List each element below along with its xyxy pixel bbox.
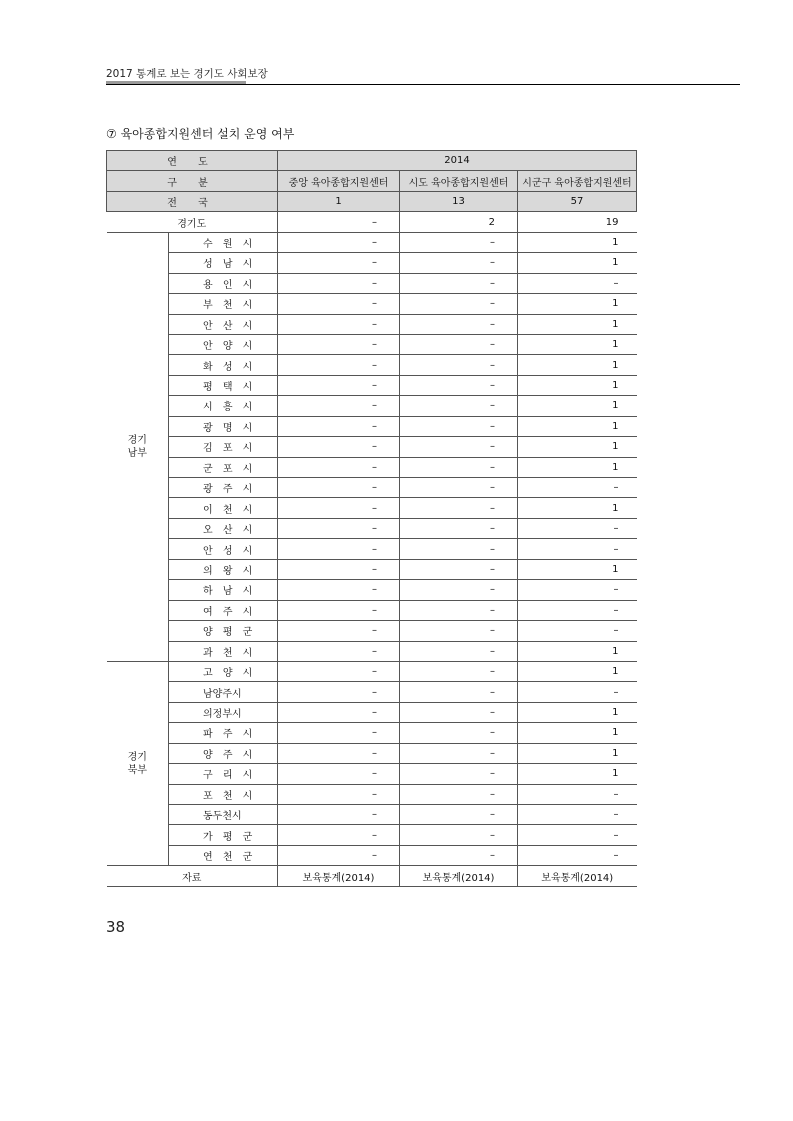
cell-value: – [400,498,518,518]
section-title: ⑦ 육아종합지원센터 설치 운영 여부 [106,127,295,141]
cell-value: – [278,437,400,457]
table-row [107,784,637,804]
city-name: 양 평 군 [169,621,278,641]
table-row [107,457,637,477]
table-row [107,334,637,354]
cell-value: 1 [518,416,637,436]
cell-value: – [518,805,637,825]
cell-value: – [278,539,400,559]
city-name: 화 성 시 [169,355,278,375]
cell-value: – [518,825,637,845]
cell-value: 1 [518,253,637,273]
city-name: 수 원 시 [169,232,278,252]
cell-value: – [518,273,637,293]
year-value: 2014 [278,151,637,171]
city-name: 의정부시 [169,702,278,722]
table-row [107,478,637,498]
cell-value: – [278,682,400,702]
cell-value: – [278,743,400,763]
cell-value: – [400,253,518,273]
table-row [107,682,637,702]
cell-value: 1 [518,294,637,314]
city-name: 고 양 시 [169,661,278,681]
table-row [107,355,637,375]
cell-value: – [400,845,518,865]
table-row [107,314,637,334]
cell-value: – [400,621,518,641]
table-row [107,273,637,293]
cell-value: – [400,805,518,825]
source-value: 보육통계(2014) [278,866,400,887]
city-name: 이 천 시 [169,498,278,518]
table-row [107,294,637,314]
cell-value: – [400,416,518,436]
cell-value: – [518,845,637,865]
table-row [107,805,637,825]
cell-value: 1 [518,743,637,763]
table-row [107,539,637,559]
cell-value: – [278,723,400,743]
cell-value: – [278,294,400,314]
header-rule [106,84,740,85]
city-name: 안 양 시 [169,334,278,354]
city-name: 연 천 군 [169,845,278,865]
table-row [107,641,637,661]
cell-value: – [400,478,518,498]
cell-value: – [400,641,518,661]
cell-value: 1 [518,702,637,722]
city-name: 시 흥 시 [169,396,278,416]
province-row [107,212,637,232]
national-province: 13 [400,191,518,211]
cell-value: – [278,457,400,477]
cell-value: – [278,825,400,845]
cell-value: 1 [518,498,637,518]
cell-value: 1 [518,723,637,743]
table-row [107,375,637,395]
table-row [107,764,637,784]
table-row [107,661,637,681]
cell-value: – [278,518,400,538]
city-name: 안 산 시 [169,314,278,334]
cell-value: – [278,478,400,498]
cell-value: – [400,355,518,375]
city-name: 하 남 시 [169,580,278,600]
table-row [107,600,637,620]
cell-value: – [278,805,400,825]
province-province: 2 [400,212,518,232]
cell-value: – [400,518,518,538]
cell-value: – [278,498,400,518]
cell-value: – [400,580,518,600]
cell-value: – [400,273,518,293]
source-label: 자료 [107,866,278,887]
cell-value: – [278,253,400,273]
cell-value: – [278,580,400,600]
city-name: 파 주 시 [169,723,278,743]
header-row-category [107,171,637,191]
cell-value: 1 [518,559,637,579]
cell-value: – [400,661,518,681]
city-name: 김 포 시 [169,437,278,457]
cell-value: – [278,396,400,416]
cell-value: – [278,702,400,722]
cell-value: – [400,702,518,722]
province-label: 경기도 [107,212,278,232]
cell-value: 1 [518,314,637,334]
cell-value: – [518,539,637,559]
cell-value: – [518,784,637,804]
province-central: – [278,212,400,232]
cell-value: 1 [518,764,637,784]
cell-value: – [400,457,518,477]
childcare-center-table [106,150,637,887]
city-name: 성 남 시 [169,253,278,273]
cell-value: – [400,375,518,395]
cell-value: – [400,825,518,845]
table-row [107,253,637,273]
cell-value: – [400,784,518,804]
city-name: 용 인 시 [169,273,278,293]
table-row [107,518,637,538]
cell-value: 1 [518,661,637,681]
city-name: 동두천시 [169,805,278,825]
table-row [107,743,637,763]
city-name: 과 천 시 [169,641,278,661]
table-row [107,723,637,743]
city-name: 구 리 시 [169,764,278,784]
source-value: 보육통계(2014) [400,866,518,887]
table-row [107,416,637,436]
source-row [107,866,637,887]
city-name: 여 주 시 [169,600,278,620]
header-row-year [107,151,637,171]
table-row [107,232,637,252]
cell-value: – [518,621,637,641]
table-row [107,437,637,457]
cell-value: – [400,723,518,743]
cell-value: – [400,600,518,620]
national-city: 57 [518,191,637,211]
table-row [107,621,637,641]
city-name: 안 성 시 [169,539,278,559]
city-name: 광 주 시 [169,478,278,498]
cell-value: – [400,232,518,252]
city-name: 광 명 시 [169,416,278,436]
cell-value: 1 [518,375,637,395]
cell-value: – [400,559,518,579]
cell-value: – [518,682,637,702]
cell-value: 1 [518,232,637,252]
table-row [107,845,637,865]
column-header-city: 시군구 육아종합지원센터 [518,171,637,191]
national-label: 전 국 [107,191,278,211]
table-row [107,825,637,845]
city-name: 양 주 시 [169,743,278,763]
cell-value: – [400,764,518,784]
table-row [107,396,637,416]
cell-value: 1 [518,334,637,354]
cell-value: – [278,375,400,395]
city-name: 포 천 시 [169,784,278,804]
cell-value: – [518,518,637,538]
column-header-province: 시도 육아종합지원센터 [400,171,518,191]
cell-value: 1 [518,457,637,477]
region-label: 경기 북부 [107,661,169,865]
city-name: 의 왕 시 [169,559,278,579]
cell-value: – [400,682,518,702]
cell-value: – [400,294,518,314]
cell-value: 1 [518,437,637,457]
province-city: 19 [518,212,637,232]
table-row [107,580,637,600]
cell-value: – [400,437,518,457]
cell-value: – [278,416,400,436]
cell-value: – [278,641,400,661]
running-header: 2017 통계로 보는 경기도 사회보장 [106,68,268,80]
cell-value: – [278,600,400,620]
table-row [107,559,637,579]
cell-value: – [278,559,400,579]
page-number: 38 [106,918,126,936]
city-name: 오 산 시 [169,518,278,538]
cell-value: – [400,539,518,559]
cell-value: – [400,396,518,416]
cell-value: 1 [518,641,637,661]
cell-value: – [278,764,400,784]
year-label: 연 도 [107,151,278,171]
national-row [107,191,637,211]
cell-value: – [518,600,637,620]
cell-value: – [278,784,400,804]
cell-value: – [400,334,518,354]
cell-value: – [278,355,400,375]
cell-value: – [400,743,518,763]
source-value: 보육통계(2014) [518,866,637,887]
category-label: 구 분 [107,171,278,191]
cell-value: – [278,273,400,293]
national-central: 1 [278,191,400,211]
cell-value: – [278,232,400,252]
city-name: 남양주시 [169,682,278,702]
cell-value: 1 [518,355,637,375]
column-header-central: 중앙 육아종합지원센터 [278,171,400,191]
table-row [107,498,637,518]
cell-value: 1 [518,396,637,416]
cell-value: – [278,334,400,354]
cell-value: – [518,478,637,498]
city-name: 군 포 시 [169,457,278,477]
city-name: 부 천 시 [169,294,278,314]
cell-value: – [278,661,400,681]
cell-value: – [518,580,637,600]
cell-value: – [278,621,400,641]
cell-value: – [278,314,400,334]
cell-value: – [400,314,518,334]
cell-value: – [278,845,400,865]
city-name: 가 평 군 [169,825,278,845]
region-label: 경기 남부 [107,232,169,661]
table-row [107,702,637,722]
city-name: 평 택 시 [169,375,278,395]
